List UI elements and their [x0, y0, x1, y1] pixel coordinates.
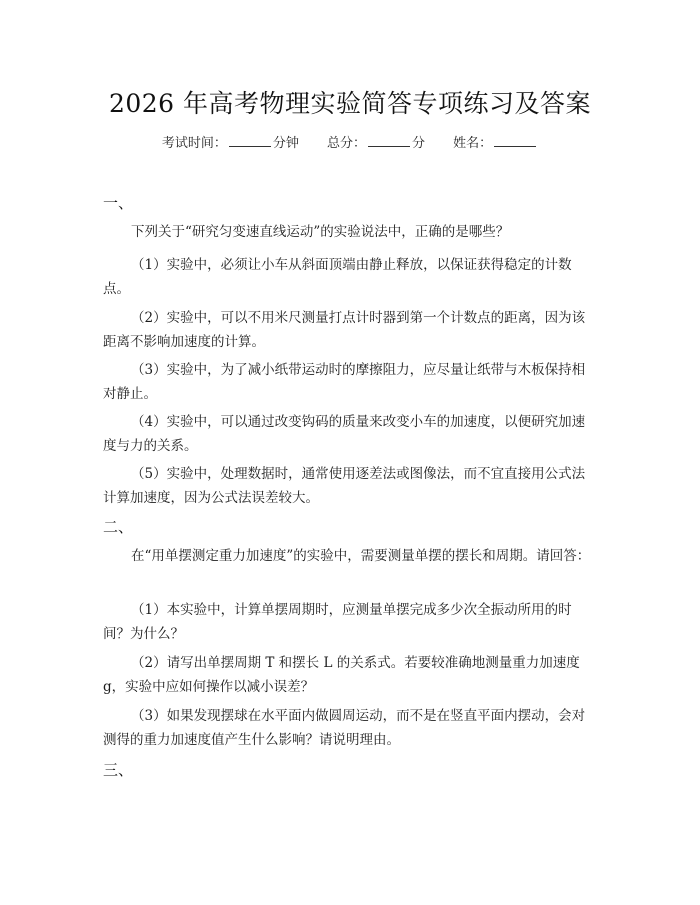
page-title: 2026 年高考物理实验简答专项练习及答案 — [108, 89, 592, 118]
section-heading: 二、 — [103, 518, 134, 536]
score-blank[interactable] — [368, 134, 410, 147]
name-label: 姓名： — [453, 136, 493, 151]
score-label: 总分： — [326, 136, 366, 151]
time-field — [162, 132, 299, 151]
question-item: （2）请写出单摆周期 T 和摆长 L 的关系式。若要较准确地测量重力加速度 g，实验中应如何操作以减小误差？ — [103, 655, 580, 695]
question-item: （3）如果发现摆球在水平面内做圆周运动，而不是在竖直平面内摆动，会对测得的重力加速度值产生什么影响？请说明理由。 — [103, 708, 586, 748]
question-item: （1）本实验中，计算单摆周期时，应测量单摆完成多少次全振动所用的时间？为什么？ — [103, 602, 572, 642]
question-item: （2）实验中，可以不用米尺测量打点计时器到第一个计数点的距离，因为该距离不影响加速度的计算。 — [103, 310, 586, 350]
exam-meta-line — [0, 132, 700, 151]
score-unit: 分 — [412, 136, 426, 151]
question-item: （5）实验中，处理数据时，通常使用逐差法或图像法，而不宜直接用公式法计算加速度，因为公式法误差较大。 — [103, 466, 586, 506]
score-field — [327, 132, 425, 151]
question-item: （4）实验中，可以通过改变钩码的质量来改变小车的加速度，以便研究加速度与力的关系。 — [103, 414, 586, 454]
time-unit: 分钟 — [272, 136, 299, 151]
question-item: （1）实验中，必须让小车从斜面顶端由静止释放，以保证获得稳定的计数点。 — [103, 257, 572, 297]
section-heading: 三、 — [103, 761, 134, 779]
time-label: 考试时间： — [161, 136, 227, 151]
question-item: （3）实验中，为了减小纸带运动时的摩擦阻力，应尽量让纸带与木板保持相对静止。 — [103, 362, 586, 402]
name-blank[interactable] — [494, 134, 536, 147]
time-blank[interactable] — [229, 134, 271, 147]
question-stem: 下列关于“研究匀变速直线运动”的实验说法中，正确的是哪些？ — [131, 224, 510, 240]
section-heading: 一、 — [103, 194, 134, 212]
question-stem: 在“用单摆测定重力加速度”的实验中，需要测量单摆的摆长和周期。请回答： — [131, 548, 591, 564]
name-field — [453, 132, 538, 151]
